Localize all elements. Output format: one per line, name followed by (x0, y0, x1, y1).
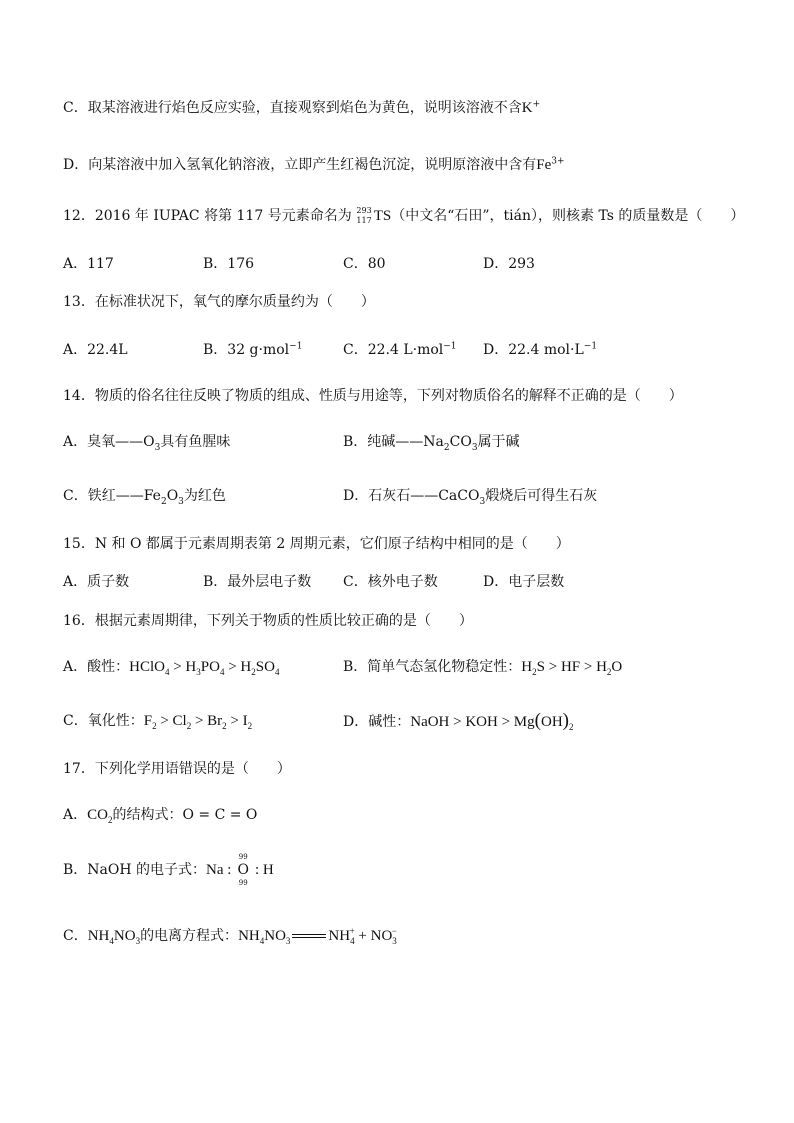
q12-option-b: B．176 (203, 256, 255, 272)
q15-stem: 15．N 和 O 都属于元素周期表第 2 周期元素，它们原子结构中相同的是（ ） (63, 536, 570, 552)
electron-dot-oxygen: 99 O 99 (237, 853, 249, 887)
q12-stem: 12．2016 年 IUPAC 将第 117 号元素命名为 293 117 TS（中文名“石田”，tián），则核素 Ts 的质量数是（ ） (63, 206, 745, 225)
q15-option-c: C．核外电子数 (343, 574, 438, 590)
q16-stem: 16．根据元素周期律，下列关于物质的性质比较正确的是（ ） (63, 613, 473, 629)
q17-option-c: C．$NH_4NO_3$的电离方程式：$NH_4NO_3$ $NH_4^+ + NO_3^-$ (63, 926, 397, 946)
q14-option-c: C．铁红$——Fe_2O_3$为红色 (63, 488, 226, 507)
q17-stem: 17．下列化学用语错误的是（ ） (63, 761, 291, 777)
q16-option-a: A．酸性：HClO$_4$ > $H_3PO_4 > H_2SO_4$ (63, 659, 280, 677)
q13-option-d: D．22.4 $mol\cdot L^{-1}$ (483, 341, 598, 358)
q14-option-b: B．纯碱$——Na_2CO_3$属于碱 (343, 434, 520, 453)
q15-option-d: D．电子层数 (483, 574, 565, 590)
q14-option-d: D．石灰石——CaCO$_3$煅烧后可得生石灰 (343, 488, 598, 507)
q17-option-a: A．$CO_2$的结构式：O = C = O (63, 807, 258, 825)
q13-option-b: B．32 g·mol$^{-1}$ (203, 341, 303, 358)
q16-option-c: C．氧化性：$F_2 > Cl_2 > Br_2 > I_2$ (63, 713, 253, 731)
q14-option-a: A．臭氧$——O_3$具有鱼腥味 (63, 434, 231, 453)
q12-option-a: A．117 (63, 256, 114, 272)
equation-arrow-icon (292, 934, 326, 938)
q13-option-a: A．22.4L (63, 342, 128, 358)
q12-option-d: D．293 (483, 256, 535, 272)
q15-option-a: A．质子数 (63, 574, 130, 590)
q11-option-d: D．向某溶液中加入氢氧化钠溶液，立即产生红褐色沉淀，说明原溶液中含有$Fe^{3+}$ (63, 156, 565, 173)
q12-option-c: C．80 (343, 256, 386, 272)
nuclide-notation: 293 117 (356, 206, 372, 225)
q13-option-c: C．22.4 L·mol$^{-1}$ (343, 341, 457, 358)
q11-option-c: C．取某溶液进行焰色反应实验，直接观察到焰色为黄色，说明该溶液不含K+ (63, 99, 541, 116)
q16-option-d: D．碱性：NaOH > KOH > $Mg(OH)_2$ (343, 710, 574, 732)
q16-option-b: B．简单气态氢化物稳定性：$H_2S$ > HF > $H_2O$ (343, 659, 623, 677)
q13-stem: 13．在标准状况下，氧气的摩尔质量约为（ ） (63, 294, 375, 310)
q14-stem: 14．物质的俗名往往反映了物质的组成、性质与用途等，下列对物质俗名的解释不正确的是（ ） (63, 388, 683, 404)
q15-option-b: B．最外层电子数 (203, 574, 312, 590)
q17-option-b: B．NaOH 的电子式：Na : 99 O 99 : H (63, 853, 274, 887)
